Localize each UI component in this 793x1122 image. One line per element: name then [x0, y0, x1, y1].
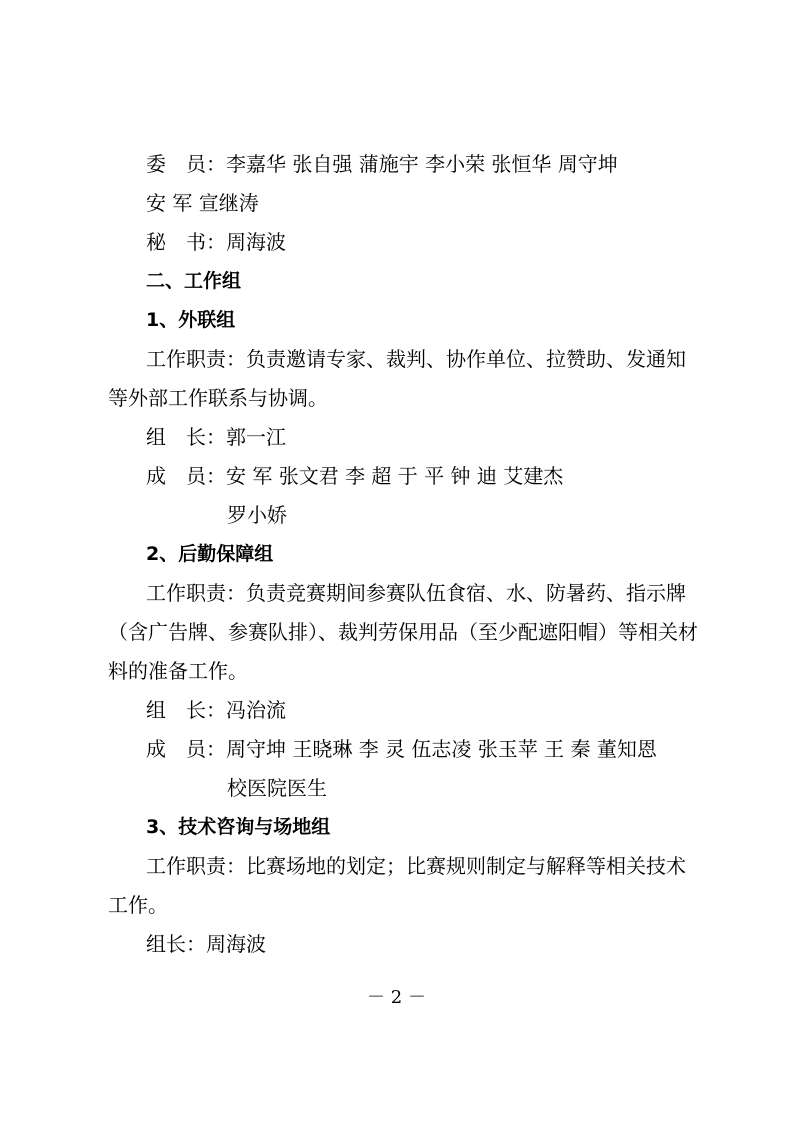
group-1-leader: 组 长：郭一江 — [146, 425, 286, 449]
group-3-title: 3、技术咨询与场地组 — [146, 816, 331, 838]
group-2-duty-line-1: 工作职责：负责竞赛期间参赛队伍食宿、水、防暑药、指示牌 — [146, 581, 686, 605]
group-2-duty-line-2: （含广告牌、参赛队排）、裁判劳保用品（至少配遮阳帽）等相关材 — [108, 620, 698, 644]
committee-secretary: 秘 书：周海波 — [146, 230, 286, 254]
group-2-members-line-2: 校医院医生 — [227, 776, 327, 800]
group-1-title: 1、外联组 — [146, 309, 236, 331]
group-3-duty-line-2: 工作。 — [108, 893, 168, 917]
page-number: － 2 － — [367, 987, 426, 1008]
committee-members-line-2: 安 军 宣继涛 — [146, 191, 259, 215]
group-3-duty-line-1: 工作职责：比赛场地的划定；比赛规则制定与解释等相关技术 — [146, 854, 686, 878]
section-2-title: 二、工作组 — [146, 270, 242, 292]
group-2-leader: 组 长：冯治流 — [146, 698, 286, 722]
group-1-duty-line-2: 等外部工作联系与协调。 — [108, 386, 328, 410]
group-1-members-line-1: 成 员：安 军 张文君 李 超 于 平 钟 迪 艾建杰 — [146, 464, 564, 488]
group-2-duty-line-3: 料的准备工作。 — [108, 659, 248, 683]
group-1-members-line-2: 罗小娇 — [227, 503, 287, 527]
group-3-leader: 组长：周海波 — [146, 932, 266, 956]
group-1-duty-line-1: 工作职责：负责邀请专家、裁判、协作单位、拉赞助、发通知 — [146, 347, 686, 371]
group-2-title: 2、后勤保障组 — [146, 543, 274, 565]
group-2-members-line-1: 成 员：周守坤 王晓琳 李 灵 伍志凌 张玉苹 王 秦 董知恩 — [146, 737, 657, 761]
committee-members-line-1: 委 员：李嘉华 张自强 蒲施宇 李小荣 张恒华 周守坤 — [146, 152, 618, 176]
